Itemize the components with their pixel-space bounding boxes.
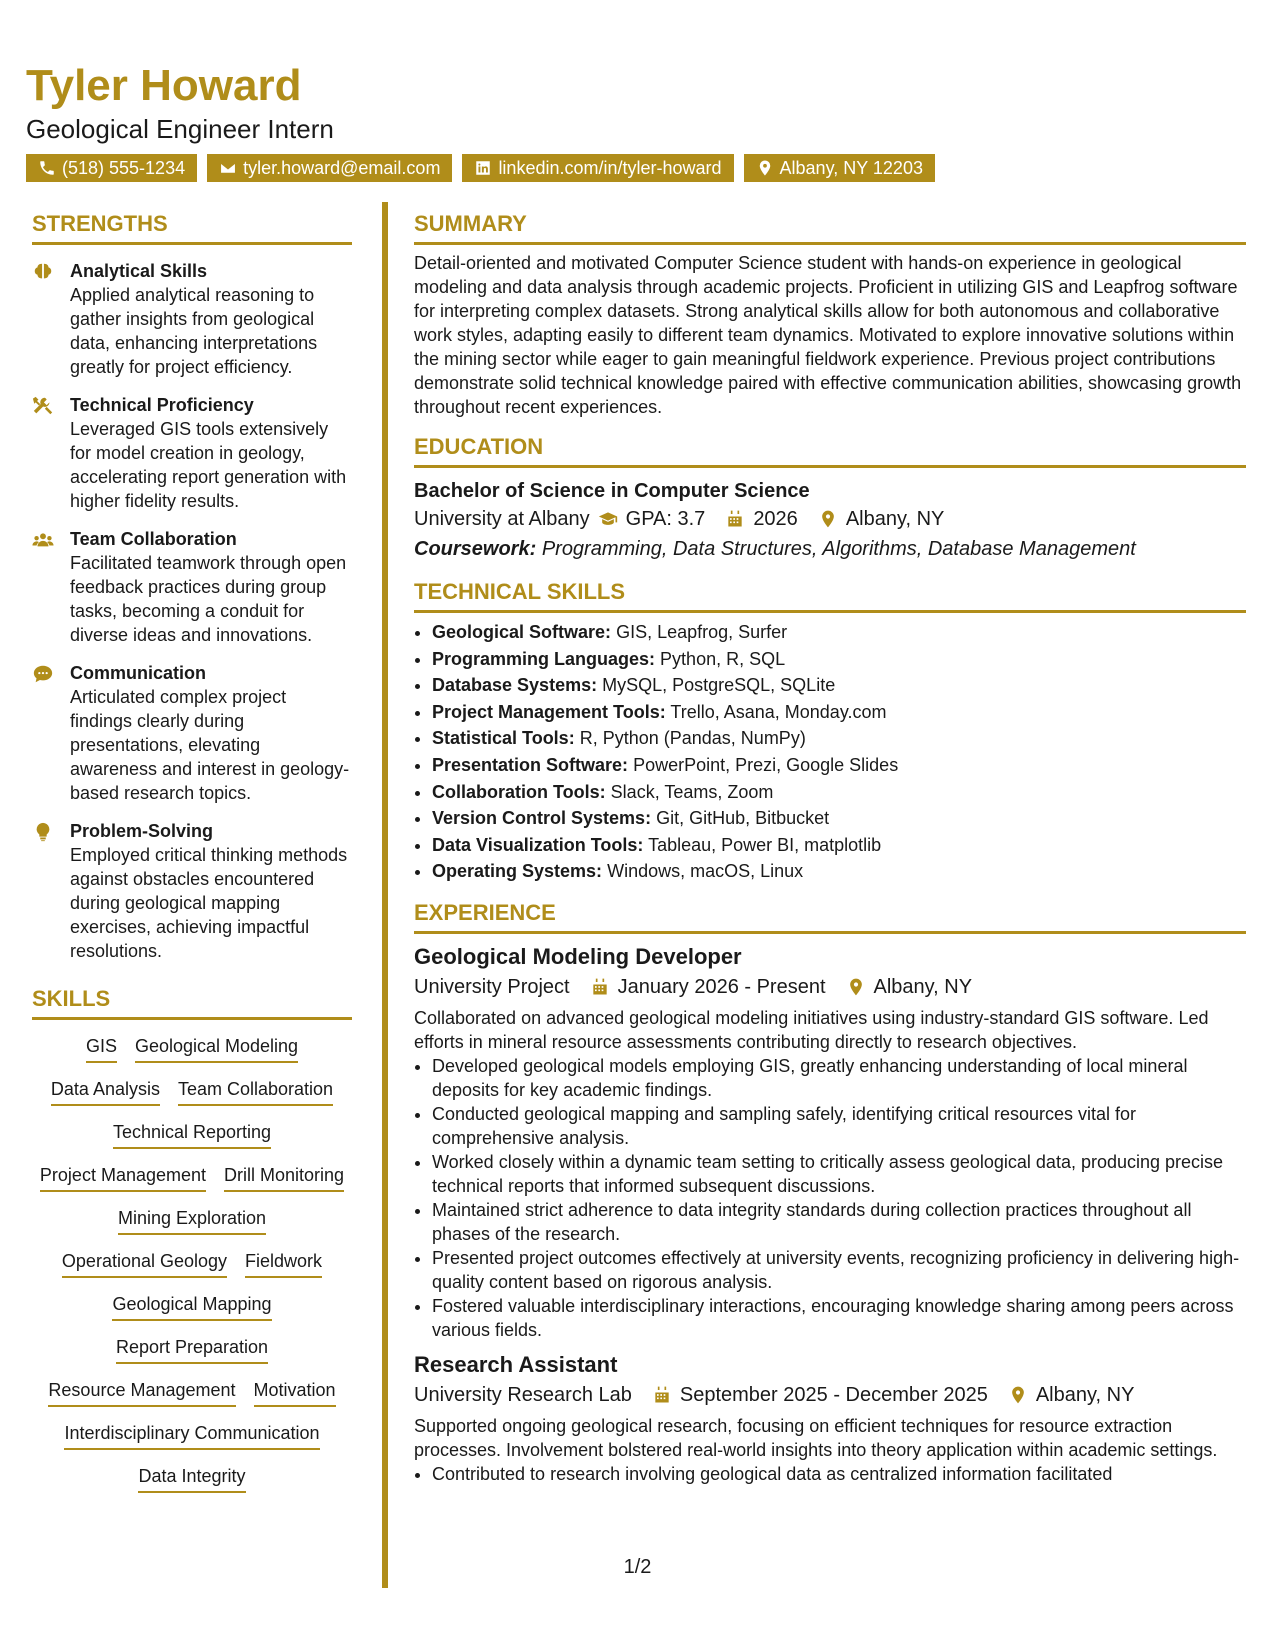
list-item: • Collaboration Tools: Slack, Teams, Zoom	[432, 779, 1246, 806]
list-item: • Project Management Tools: Trello, Asana, Monday.com	[432, 699, 1246, 726]
coursework	[414, 534, 1246, 564]
brain-icon	[32, 261, 54, 283]
job-bullets	[414, 1054, 1246, 1342]
experience-section	[414, 899, 1246, 1486]
list-item: • Fostered valuable interdisciplinary interactions, encouraging knowledge sharing among peers across various fields.	[432, 1294, 1246, 1342]
phone-icon	[38, 159, 56, 177]
strength-desc: Facilitated teamwork through open feedback practices during group tasks, becoming a conduit for diverse ideas and innovations.	[70, 553, 347, 645]
degree: Bachelor of Science in Computer Science	[414, 480, 810, 502]
list-item: • Conducted geological mapping and sampling safely, identifying critical resources vital for comprehensive analysis.	[432, 1102, 1246, 1150]
contact-email-text: tyler.howard@email.com	[243, 158, 441, 178]
strength-item	[32, 259, 352, 379]
strength-title: Communication	[70, 663, 207, 683]
list-item: • Worked closely within a dynamic team setting to critically assess geological data, producing precise technical reports that informed subsequent discussions.	[432, 1150, 1246, 1198]
summary-heading: SUMMARY	[414, 210, 1246, 245]
location-pin-icon	[846, 977, 866, 997]
job-meta	[414, 1380, 1246, 1410]
contact-location-text: Albany, NY 12203	[779, 158, 923, 178]
job-entry	[414, 1350, 1246, 1486]
skill-tag: Data Integrity	[138, 1464, 245, 1493]
strength-item	[32, 819, 352, 963]
strength-item	[32, 527, 352, 647]
strength-desc: Applied analytical reasoning to gather insights from geological data, enhancing interpretations greatly for project efficiency.	[70, 285, 318, 377]
skill-tag: Team Collaboration	[178, 1077, 333, 1106]
contact-location	[744, 154, 935, 182]
skills-tag-list	[32, 1034, 352, 1493]
technical-skills-list	[414, 619, 1246, 885]
list-item: • Data Visualization Tools: Tableau, Power BI, matplotlib	[432, 832, 1246, 859]
calendar-icon	[590, 977, 610, 997]
job-summary: Supported ongoing geological research, focusing on efficient techniques for resource extraction processes. Involvement bolstered real-world insights into theory application within academic settings.	[414, 1415, 1218, 1460]
page-number: 1/2	[623, 1556, 652, 1578]
calendar-icon	[725, 509, 745, 529]
list-item: • Programming Languages: Python, R, SQL	[432, 646, 1246, 673]
gpa: GPA: 3.7	[625, 508, 706, 530]
skill-tag: Interdisciplinary Communication	[64, 1421, 319, 1450]
left-column	[32, 210, 352, 1493]
list-item: • Version Control Systems: Git, GitHub, Bitbucket	[432, 805, 1246, 832]
list-item: • Contributed to research involving geological data as centralized information facilitated	[432, 1462, 1246, 1486]
technical-skills-section	[414, 578, 1246, 885]
skill-tag: Geological Modeling	[135, 1034, 298, 1063]
strength-item	[32, 393, 352, 513]
skill-tag: Fieldwork	[245, 1249, 322, 1278]
list-item: • Geological Software: GIS, Leapfrog, Surfer	[432, 619, 1246, 646]
strength-desc: Articulated complex project findings clearly during presentations, elevating awareness and interest in geology-based research topics.	[70, 687, 350, 803]
strength-item	[32, 661, 352, 805]
tools-icon	[32, 395, 54, 417]
location-pin-icon	[818, 509, 838, 529]
graduation-year: 2026	[753, 508, 798, 530]
contact-email[interactable]	[207, 154, 452, 182]
skill-tag: Data Analysis	[51, 1077, 160, 1106]
skill-tag: GIS	[86, 1034, 117, 1063]
skill-tag: Drill Monitoring	[224, 1163, 344, 1192]
list-item: • Operating Systems: Windows, macOS, Linux	[432, 858, 1246, 885]
skill-tag: Geological Mapping	[112, 1292, 271, 1321]
job-dates: January 2026 - Present	[617, 975, 826, 998]
job-org: University Project	[414, 975, 570, 998]
list-item: • Statistical Tools: R, Python (Pandas, NumPy)	[432, 725, 1246, 752]
experience-heading: EXPERIENCE	[414, 899, 1246, 934]
list-item: • Maintained strict adherence to data integrity standards during collection practices throughout all phases of the research.	[432, 1198, 1246, 1246]
skills-heading: SKILLS	[32, 985, 352, 1020]
users-icon	[32, 529, 54, 551]
linkedin-icon	[474, 159, 492, 177]
job-dates: September 2025 - December 2025	[679, 1383, 988, 1406]
contact-phone[interactable]	[26, 154, 197, 182]
coursework-label: Coursework:	[414, 538, 537, 560]
job-title: Geological Modeling Developer	[414, 943, 742, 969]
job-summary: Collaborated on advanced geological modeling initiatives using industry-standard GIS software. Led efforts in mineral resource assessments contributing directly to research objectives.	[414, 1007, 1209, 1052]
graduation-cap-icon	[598, 509, 618, 529]
education-heading: EDUCATION	[414, 433, 1246, 468]
skill-tag: Resource Management	[48, 1378, 235, 1407]
job-org: University Research Lab	[414, 1383, 632, 1406]
job-bullets	[414, 1462, 1246, 1486]
strength-title: Technical Proficiency	[70, 395, 254, 415]
resume-header	[26, 60, 1246, 182]
candidate-name: Tyler Howard	[26, 61, 302, 110]
contact-linkedin[interactable]	[462, 154, 733, 182]
education-location: Albany, NY	[845, 508, 945, 530]
right-column	[414, 210, 1246, 1500]
job-entry	[414, 942, 1246, 1342]
skill-tag: Operational Geology	[62, 1249, 227, 1278]
contact-linkedin-text: linkedin.com/in/tyler-howard	[498, 158, 722, 178]
list-item: • Database Systems: MySQL, PostgreSQL, SQLite	[432, 672, 1246, 699]
contact-phone-text: (518) 555-1234	[62, 158, 186, 178]
lightbulb-icon	[32, 821, 54, 843]
strength-title: Problem-Solving	[70, 821, 214, 841]
column-divider	[382, 202, 388, 1588]
job-location: Albany, NY	[873, 975, 973, 998]
skill-tag: Project Management	[40, 1163, 206, 1192]
strength-desc: Leveraged GIS tools extensively for model creation in geology, accelerating report generation with higher fidelity results.	[70, 419, 347, 511]
summary-section	[414, 210, 1246, 419]
contact-bar	[26, 154, 1246, 182]
skill-tag: Report Preparation	[116, 1335, 268, 1364]
list-item: • Presented project outcomes effectively at university events, recognizing proficiency in delivering high-quality content based on rigorous analysis.	[432, 1246, 1246, 1294]
education-meta	[414, 504, 1246, 534]
list-item: • Presentation Software: PowerPoint, Prezi, Google Slides	[432, 752, 1246, 779]
education-section	[414, 433, 1246, 564]
skill-tag: Technical Reporting	[113, 1120, 271, 1149]
job-meta	[414, 972, 1246, 1002]
strengths-list	[32, 259, 352, 963]
calendar-icon	[652, 1385, 672, 1405]
strength-title: Team Collaboration	[70, 529, 237, 549]
technical-skills-heading: TECHNICAL SKILLS	[414, 578, 1246, 613]
summary-text: Detail-oriented and motivated Computer Science student with hands-on experience in geological modeling and data analysis through academic projects. Proficient in utilizing GIS and Leapfrog software for interpreting complex datasets. Strong analytical skills allow for both autonomous and collaborative work styles, adapting easily to different team dynamics. Motivated to explore innovative solutions within the mining sector while eager to gain meaningful fieldwork experience. Previous project contributions demonstrate solid technical knowledge paired with effective communication abilities, showcasing growth throughout recent experiences.	[414, 253, 1242, 417]
list-item: • Developed geological models employing GIS, greatly enhancing understanding of local mineral deposits for key academic findings.	[432, 1054, 1246, 1102]
chat-icon	[32, 663, 54, 685]
envelope-icon	[219, 159, 237, 177]
skill-tag: Mining Exploration	[118, 1206, 266, 1235]
school-name: University at Albany	[414, 508, 590, 530]
candidate-title: Geological Engineer Intern	[26, 114, 334, 144]
location-pin-icon	[756, 159, 774, 177]
strengths-heading: STRENGTHS	[32, 210, 352, 245]
strength-title: Analytical Skills	[70, 261, 208, 281]
skill-tag: Motivation	[254, 1378, 336, 1407]
job-location: Albany, NY	[1035, 1383, 1135, 1406]
location-pin-icon	[1008, 1385, 1028, 1405]
job-title: Research Assistant	[414, 1351, 618, 1377]
coursework-list: Programming, Data Structures, Algorithms, Database Management	[541, 538, 1136, 560]
strength-desc: Employed critical thinking methods against obstacles encountered during geological mapping exercises, achieving impactful resolutions.	[70, 845, 348, 961]
